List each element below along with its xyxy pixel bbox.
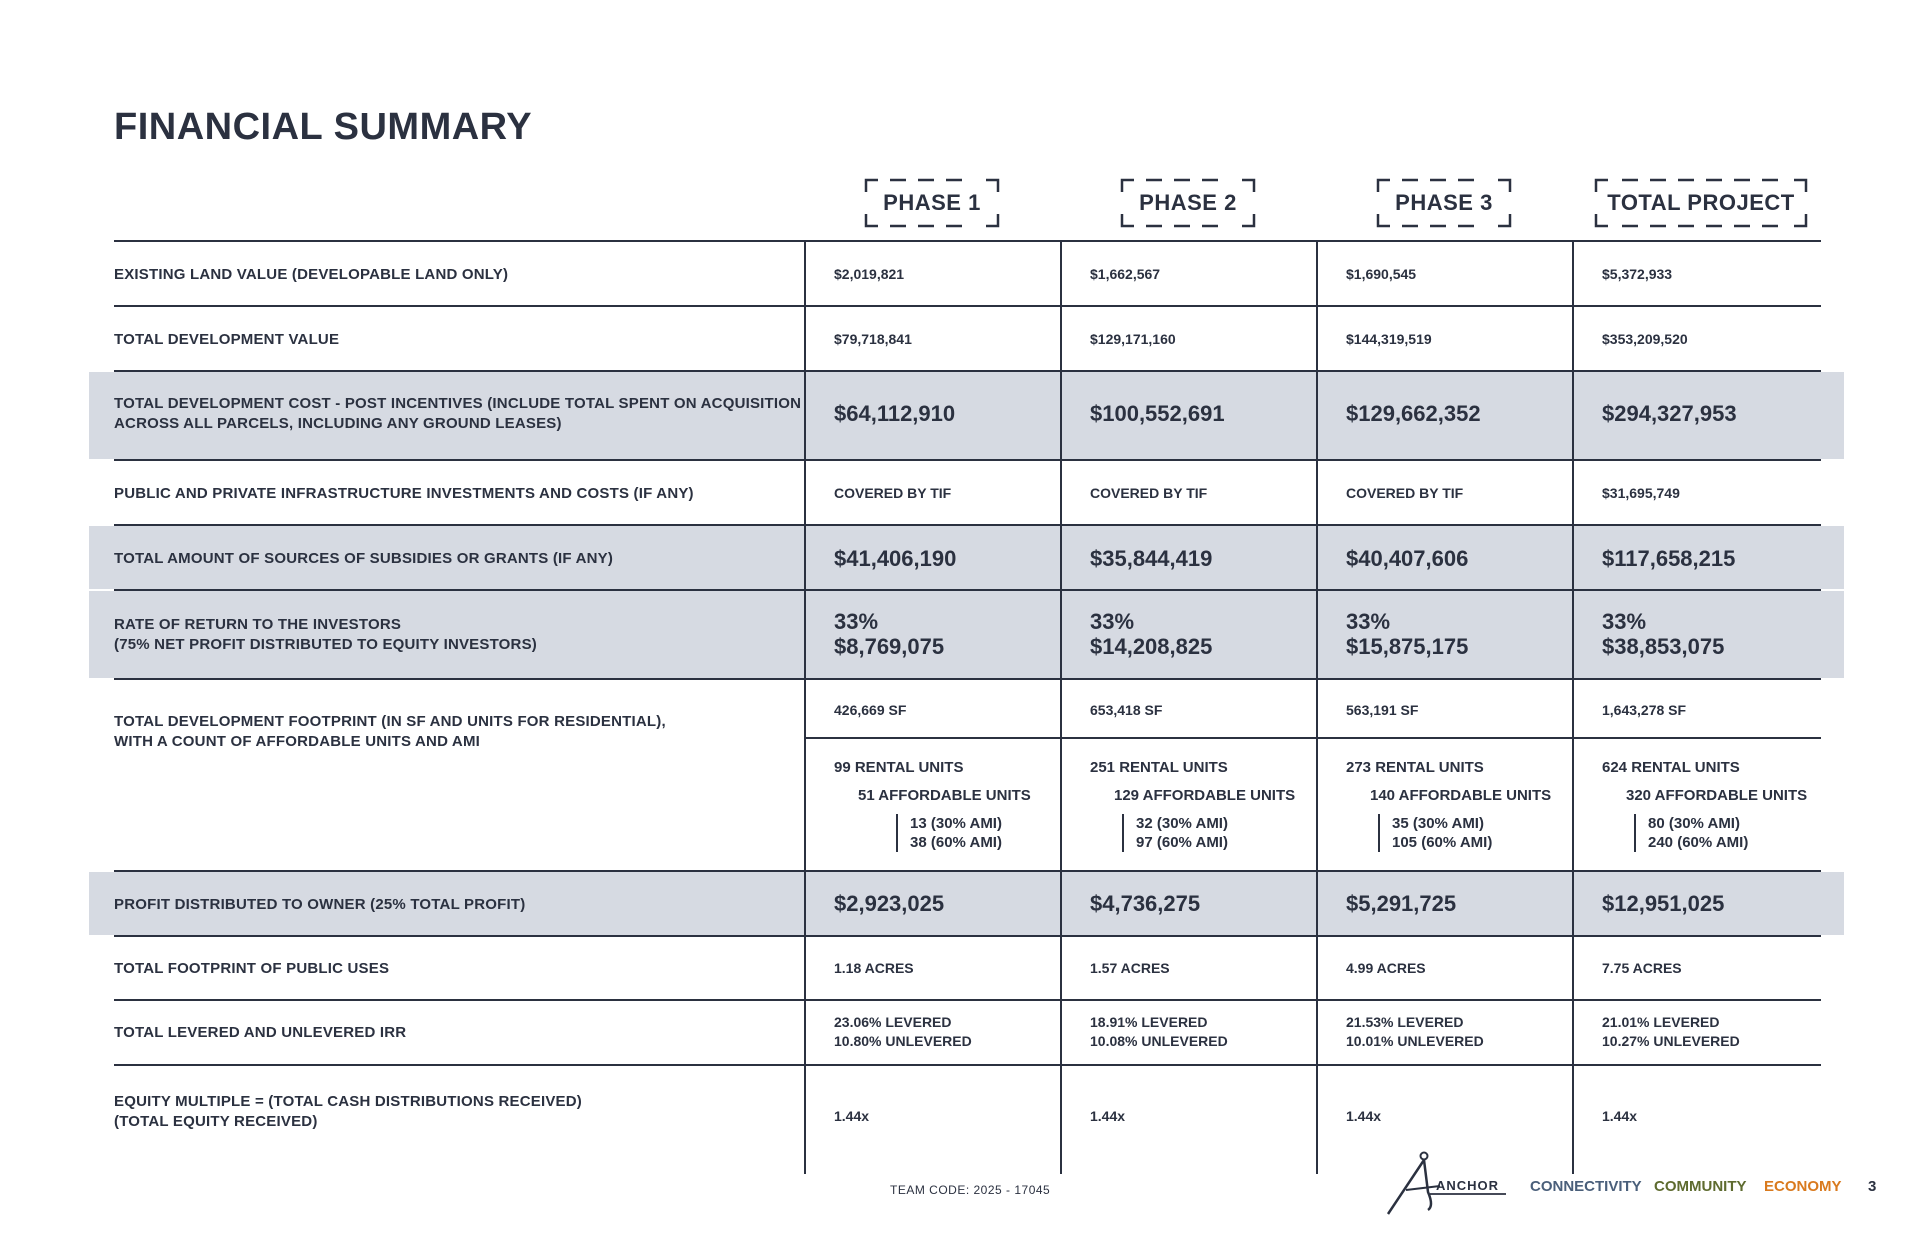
owner-profit-phase-2: $4,736,275 [1090, 891, 1201, 916]
row-label-public-uses: TOTAL FOOTPRINT OF PUBLIC USES [114, 960, 390, 977]
tag-connectivity: CONNECTIVITY [1530, 1178, 1642, 1195]
ami-60: 105 (60% AMI) [1392, 834, 1493, 851]
label-line: TOTAL DEVELOPMENT COST - POST INCENTIVES (INCLUDE TOTAL SPENT ON ACQUISITION [114, 395, 802, 412]
rate-of-return-total [1602, 609, 1724, 659]
infrastructure-phase-3: COVERED BY TIF [1346, 485, 1464, 501]
public-uses-total: 7.75 ACRES [1602, 960, 1682, 976]
return-amount: $38,853,075 [1602, 634, 1725, 659]
footprint-sf-phase-2: 653,418 SF [1090, 702, 1163, 718]
anchor-logo [1384, 1150, 1506, 1216]
development-cost-phase-2: $100,552,691 [1090, 401, 1225, 426]
label-line: WITH A COUNT OF AFFORDABLE UNITS AND AMI [114, 733, 481, 750]
affordable-units: 129 AFFORDABLE UNITS [1114, 787, 1296, 804]
tag-community: COMMUNITY [1654, 1178, 1747, 1195]
irr-levered: 23.06% LEVERED [834, 1014, 952, 1030]
rate-of-return-phase-1 [834, 609, 944, 659]
table-rule [114, 870, 1821, 872]
affordable-units: 140 AFFORDABLE UNITS [1370, 787, 1552, 804]
label-line: EQUITY MULTIPLE = (TOTAL CASH DISTRIBUTIONS RECEIVED) [114, 1093, 582, 1110]
irr-phase-3 [1346, 1013, 1484, 1051]
column-header-label: TOTAL PROJECT [1607, 190, 1795, 215]
row-label-development-footprint [114, 712, 666, 752]
irr-unlevered: 10.08% UNLEVERED [1090, 1033, 1228, 1049]
column-divider [804, 242, 806, 1174]
row-label-irr: TOTAL LEVERED AND UNLEVERED IRR [114, 1024, 407, 1041]
rental-units: 273 RENTAL UNITS [1346, 759, 1484, 776]
ami-breakdown [1378, 814, 1492, 852]
ami-breakdown [896, 814, 1002, 852]
irr-levered: 21.53% LEVERED [1346, 1014, 1464, 1030]
return-amount: $8,769,075 [834, 634, 945, 659]
development-value-phase-1: $79,718,841 [834, 331, 912, 347]
owner-profit-total: $12,951,025 [1602, 891, 1725, 916]
development-value-phase-2: $129,171,160 [1090, 331, 1176, 347]
ami-60: 240 (60% AMI) [1648, 834, 1749, 851]
subsidies-phase-1: $41,406,190 [834, 546, 957, 571]
rental-units: 624 RENTAL UNITS [1602, 759, 1740, 776]
equity-multiple-phase-2: 1.44x [1090, 1108, 1126, 1124]
ami-60: 38 (60% AMI) [910, 834, 1002, 851]
table-rule [114, 240, 1821, 242]
table-rule [114, 370, 1821, 372]
infrastructure-total: $31,695,749 [1602, 485, 1680, 501]
ami-breakdown [1634, 814, 1748, 852]
row-label-rate-of-return [114, 615, 537, 655]
development-cost-phase-3: $129,662,352 [1346, 401, 1481, 426]
column-header-phase-1 [864, 178, 1000, 228]
irr-unlevered: 10.27% UNLEVERED [1602, 1033, 1740, 1049]
return-percent: 33% [834, 609, 879, 634]
label-line: (TOTAL EQUITY RECEIVED) [114, 1113, 318, 1130]
column-divider [1572, 242, 1574, 1174]
subsidies-phase-3: $40,407,606 [1346, 546, 1469, 571]
development-cost-phase-1: $64,112,910 [834, 401, 956, 426]
irr-phase-2 [1090, 1013, 1228, 1051]
page-title: FINANCIAL SUMMARY [114, 106, 533, 148]
infrastructure-phase-1: COVERED BY TIF [834, 485, 952, 501]
column-divider [1316, 242, 1318, 1174]
irr-total [1602, 1013, 1740, 1051]
ami-30: 80 (30% AMI) [1648, 815, 1740, 832]
label-line: ACROSS ALL PARCELS, INCLUDING ANY GROUND LEASES) [114, 415, 562, 432]
table-rule [114, 935, 1821, 937]
column-divider [1060, 242, 1062, 1174]
development-cost-total: $294,327,953 [1602, 401, 1737, 426]
row-label-development-cost [114, 394, 801, 434]
equity-multiple-phase-1: 1.44x [834, 1108, 870, 1124]
return-amount: $15,875,175 [1346, 634, 1469, 659]
row-label-infrastructure: PUBLIC AND PRIVATE INFRASTRUCTURE INVESTMENTS AND COSTS (IF ANY) [114, 485, 694, 502]
footprint-sf-total: 1,643,278 SF [1602, 702, 1687, 718]
row-label-land-value: EXISTING LAND VALUE (DEVELOPABLE LAND ONLY) [114, 266, 509, 283]
table-rule [114, 678, 1821, 680]
rate-of-return-phase-2 [1090, 609, 1212, 659]
development-value-total: $353,209,520 [1602, 331, 1688, 347]
owner-profit-phase-3: $5,291,725 [1346, 891, 1457, 916]
irr-unlevered: 10.80% UNLEVERED [834, 1033, 972, 1049]
public-uses-phase-1: 1.18 ACRES [834, 960, 914, 976]
equity-multiple-phase-3: 1.44x [1346, 1108, 1382, 1124]
column-header-total-project [1594, 178, 1808, 228]
tag-economy: ECONOMY [1764, 1178, 1842, 1195]
development-value-phase-3: $144,319,519 [1346, 331, 1432, 347]
ami-30: 32 (30% AMI) [1136, 815, 1228, 832]
rental-units: 99 RENTAL UNITS [834, 759, 964, 776]
public-uses-phase-3: 4.99 ACRES [1346, 960, 1426, 976]
team-code: TEAM CODE: 2025 - 17045 [890, 1183, 1051, 1197]
table-rule [114, 999, 1821, 1001]
column-header-phase-3 [1376, 178, 1512, 228]
column-header-phase-2 [1120, 178, 1256, 228]
return-percent: 33% [1346, 609, 1391, 634]
ami-30: 35 (30% AMI) [1392, 815, 1484, 832]
rental-units: 251 RENTAL UNITS [1090, 759, 1228, 776]
irr-levered: 21.01% LEVERED [1602, 1014, 1720, 1030]
equity-multiple-total: 1.44x [1602, 1108, 1638, 1124]
column-header-label: PHASE 2 [1139, 190, 1237, 215]
table-rule [114, 524, 1821, 526]
subsidies-phase-2: $35,844,419 [1090, 546, 1213, 571]
column-header-label: PHASE 1 [883, 190, 981, 215]
owner-profit-phase-1: $2,923,025 [834, 891, 945, 916]
irr-unlevered: 10.01% UNLEVERED [1346, 1033, 1484, 1049]
ami-60: 97 (60% AMI) [1136, 834, 1228, 851]
row-label-equity-multiple [114, 1092, 582, 1132]
affordable-units: 51 AFFORDABLE UNITS [858, 787, 1031, 804]
page-number: 3 [1868, 1178, 1877, 1195]
label-line: TOTAL DEVELOPMENT FOOTPRINT (IN SF AND UNITS FOR RESIDENTIAL), [114, 713, 666, 730]
irr-levered: 18.91% LEVERED [1090, 1014, 1208, 1030]
public-uses-phase-2: 1.57 ACRES [1090, 960, 1170, 976]
infrastructure-phase-2: COVERED BY TIF [1090, 485, 1208, 501]
label-line: RATE OF RETURN TO THE INVESTORS [114, 616, 402, 633]
subsidies-total: $117,658,215 [1602, 546, 1736, 571]
return-percent: 33% [1090, 609, 1135, 634]
column-header-label: PHASE 3 [1395, 190, 1493, 215]
footprint-sf-phase-3: 563,191 SF [1346, 702, 1419, 718]
ami-30: 13 (30% AMI) [910, 815, 1002, 832]
irr-phase-1 [834, 1013, 972, 1051]
return-amount: $14,208,825 [1090, 634, 1213, 659]
rate-of-return-phase-3 [1346, 609, 1468, 659]
logo-wordmark: ANCHOR [1436, 1178, 1500, 1193]
table-rule [114, 459, 1821, 461]
table-rule [114, 1064, 1821, 1066]
land-value-phase-3: $1,690,545 [1346, 266, 1417, 282]
ami-breakdown [1122, 814, 1228, 852]
land-value-phase-1: $2,019,821 [834, 266, 905, 282]
table-rule [804, 737, 1821, 739]
row-label-development-value: TOTAL DEVELOPMENT VALUE [114, 331, 340, 348]
label-line: (75% NET PROFIT DISTRIBUTED TO EQUITY INVESTORS) [114, 636, 537, 653]
return-percent: 33% [1602, 609, 1647, 634]
land-value-phase-2: $1,662,567 [1090, 266, 1161, 282]
footprint-sf-phase-1: 426,669 SF [834, 702, 907, 718]
table-rule [114, 589, 1821, 591]
table-rule [114, 305, 1821, 307]
row-label-subsidies: TOTAL AMOUNT OF SOURCES OF SUBSIDIES OR GRANTS (IF ANY) [114, 550, 614, 567]
affordable-units: 320 AFFORDABLE UNITS [1626, 787, 1808, 804]
land-value-total: $5,372,933 [1602, 266, 1673, 282]
row-label-owner-profit: PROFIT DISTRIBUTED TO OWNER (25% TOTAL PROFIT) [114, 896, 526, 913]
